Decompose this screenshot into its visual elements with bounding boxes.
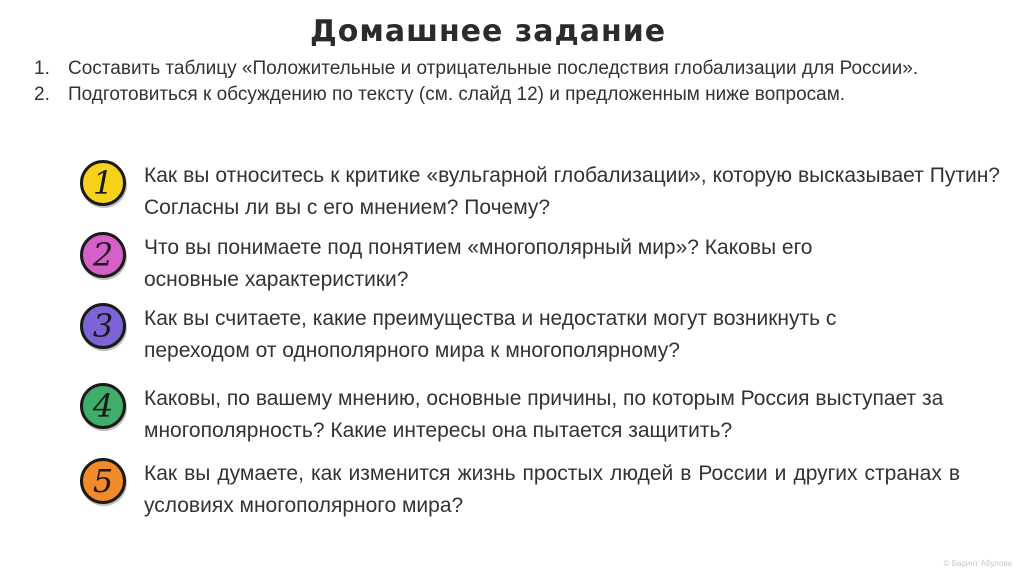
task-text: Составить таблицу «Положительные и отрицательные последствия глобализации для России». bbox=[68, 58, 919, 79]
number-badge-icon: 1 bbox=[80, 160, 126, 206]
watermark: © Баринт Абулова bbox=[943, 559, 1012, 568]
task-list bbox=[34, 56, 994, 108]
number-badge-icon: 3 bbox=[80, 303, 126, 349]
question-text: Как вы считаете, какие преимущества и недостатки могут возникнуть с переходом от однополярного мира к многополярному? bbox=[144, 307, 837, 362]
question-item bbox=[80, 303, 1000, 367]
question-item bbox=[80, 458, 1000, 522]
question-item bbox=[80, 160, 1000, 224]
question-item bbox=[80, 232, 1000, 296]
question-text: Каковы, по вашему мнению, основные причины, по которым Россия выступает за многополярность? Какие интересы она пытается защитить? bbox=[144, 387, 944, 442]
task-number: 2. bbox=[34, 84, 50, 105]
number-badge-icon: 2 bbox=[80, 232, 126, 278]
page-title: Домашнее задание bbox=[310, 14, 667, 49]
task-item bbox=[34, 56, 994, 82]
task-number: 1. bbox=[34, 58, 50, 79]
task-item bbox=[34, 82, 994, 108]
question-text: Как вы относитесь к критике «вульгарной глобализации», которую высказывает Путин? Согласны ли вы с его мнением? Почему? bbox=[144, 164, 1000, 219]
task-text: Подготовиться к обсуждению по тексту (см. слайд 12) и предложенным ниже вопросам. bbox=[68, 84, 846, 105]
question-text: Как вы думаете, как изменится жизнь простых людей в России и других странах в условиях многополярного мира? bbox=[144, 462, 960, 517]
number-badge-icon: 4 bbox=[80, 383, 126, 429]
question-item bbox=[80, 383, 1000, 447]
number-badge-icon: 5 bbox=[80, 458, 126, 504]
question-text: Что вы понимаете под понятием «многополярный мир»? Каковы его основные характеристики? bbox=[144, 236, 813, 291]
